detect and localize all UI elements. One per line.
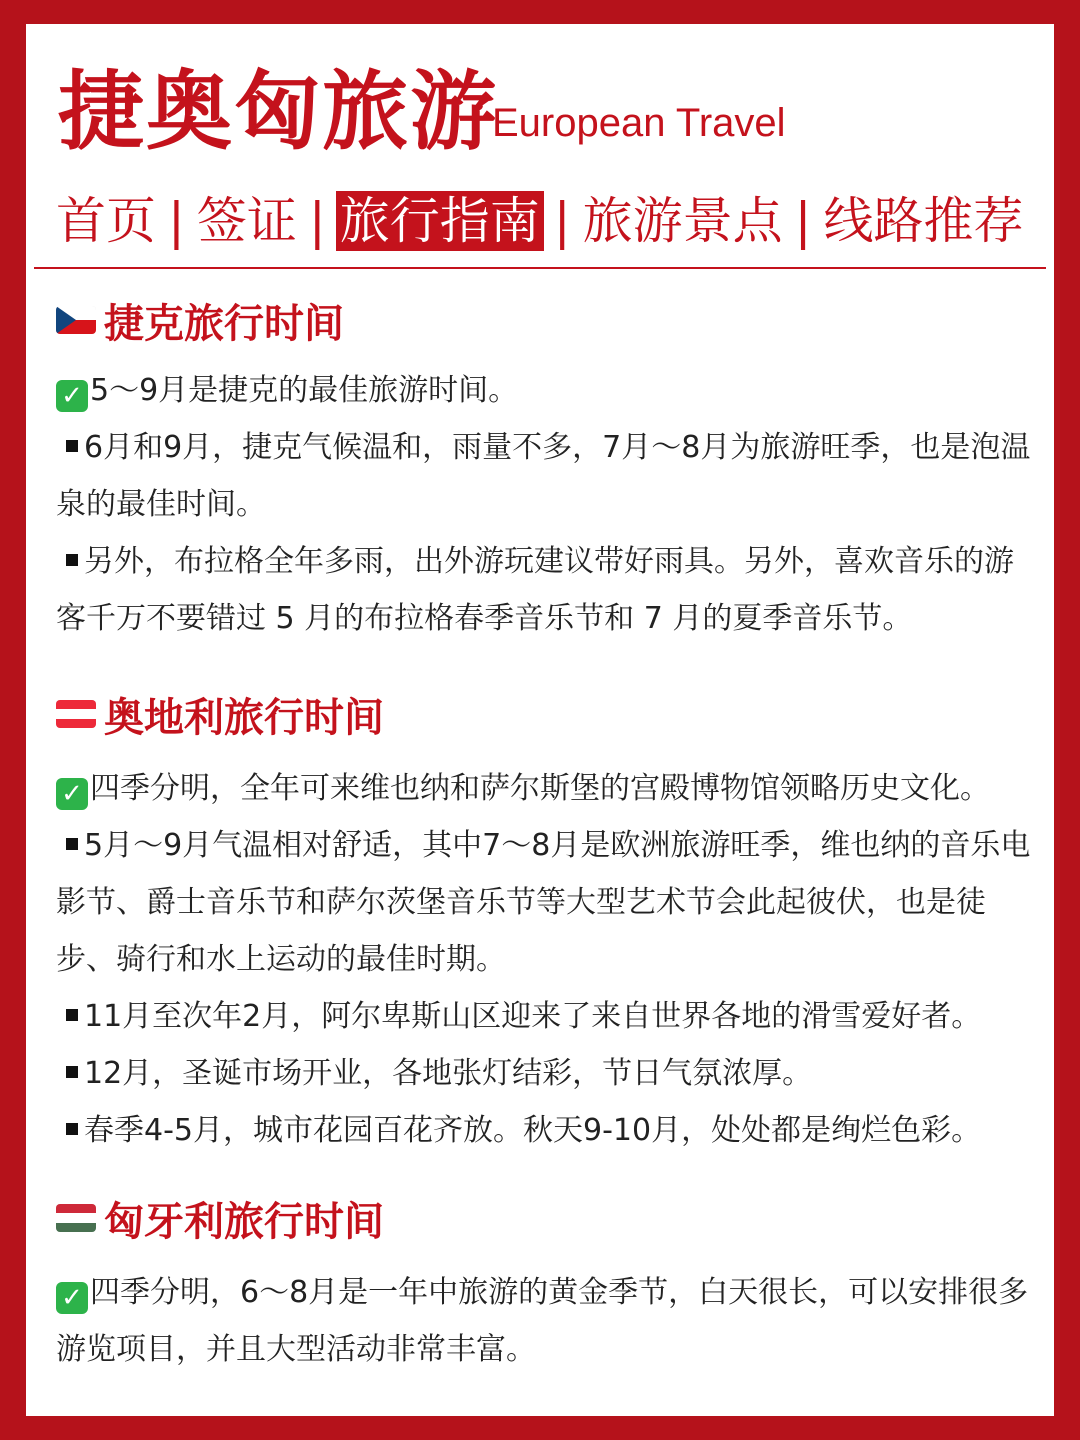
bullet-item: 6月和9月，捷克气候温和，雨量不多，7月～8月为旅游旺季，也是泡温泉的最佳时间。 — [56, 430, 1031, 522]
bullet-item: 11月至次年2月，阿尔卑斯山区迎来了来自世界各地的滑雪爱好者。 — [56, 988, 1036, 1045]
bullet-icon — [66, 838, 78, 850]
highlight-line: ✓ 四季分明，全年可来维也纳和萨尔斯堡的宫殿博物馆领略历史文化。 — [56, 760, 1036, 817]
bullet-icon — [66, 1123, 78, 1135]
check-icon: ✓ — [56, 778, 88, 810]
bullet-item: 春季4-5月，城市花园百花齐放。秋天9-10月，处处都是绚烂色彩。 — [56, 1102, 1036, 1159]
bullet-item: 另外，布拉格全年多雨，出外游玩建议带好雨具。另外，喜欢音乐的游客千万不要错过 5 月的布拉格春季音乐节和 7 月的夏季音乐节。 — [56, 544, 1014, 636]
poster-card — [26, 24, 1054, 1416]
nav-separator: | — [794, 192, 812, 250]
hungary-flag-icon — [56, 1204, 96, 1232]
check-icon: ✓ — [56, 1282, 88, 1314]
section-czech — [56, 292, 1036, 647]
section-title-text: 匈牙利旅行时间 — [104, 1198, 384, 1245]
section-title — [56, 686, 1036, 742]
header — [26, 24, 1054, 274]
section-title-text: 捷克旅行时间 — [104, 300, 344, 347]
section-austria — [56, 686, 1036, 1159]
nav-item-travel-guide[interactable]: 旅行指南 — [336, 191, 544, 251]
section-title — [56, 1190, 1036, 1246]
bullet-item: 12月，圣诞市场开业，各地张灯结彩，节日气氛浓厚。 — [56, 1045, 1036, 1102]
nav-item-routes[interactable]: 线路推荐 — [823, 192, 1024, 250]
bullet-icon — [66, 554, 78, 566]
czech-flag-icon — [56, 306, 96, 334]
bullet-icon — [66, 1009, 78, 1021]
nav-separator: | — [168, 192, 185, 250]
nav-bar — [54, 190, 1025, 252]
header-divider — [34, 267, 1046, 269]
bullet-icon — [66, 1066, 78, 1078]
section-hungary — [56, 1190, 1036, 1378]
nav-separator: | — [308, 192, 326, 250]
page-subtitle: European Travel — [492, 101, 786, 145]
bullet-item: 5月～9月气温相对舒适，其中7～8月是欧洲旅游旺季，维也纳的音乐电影节、爵士音乐节和萨尔茨堡音乐节等大型艺术节会此起彼伏，也是徒步、骑行和水上运动的最佳时期。 — [56, 828, 1031, 977]
check-icon: ✓ — [56, 380, 88, 412]
nav-item-attractions[interactable]: 旅游景点 — [582, 192, 783, 250]
nav-item-home[interactable]: 首页 — [56, 192, 156, 250]
nav-item-visa[interactable]: 签证 — [196, 192, 297, 250]
austria-flag-icon — [56, 700, 96, 728]
section-title — [56, 292, 1036, 348]
nav-separator: | — [553, 192, 571, 250]
highlight-line: ✓ 四季分明，6～8月是一年中旅游的黄金季节，白天很长，可以安排很多游览项目，并且大型活动非常丰富。 — [56, 1275, 1029, 1367]
section-title-text: 奥地利旅行时间 — [104, 694, 384, 741]
highlight-line: ✓ 5～9月是捷克的最佳旅游时间。 — [56, 362, 1036, 419]
bullet-icon — [66, 440, 78, 452]
page-title: 捷奥匈旅游 — [58, 62, 498, 162]
